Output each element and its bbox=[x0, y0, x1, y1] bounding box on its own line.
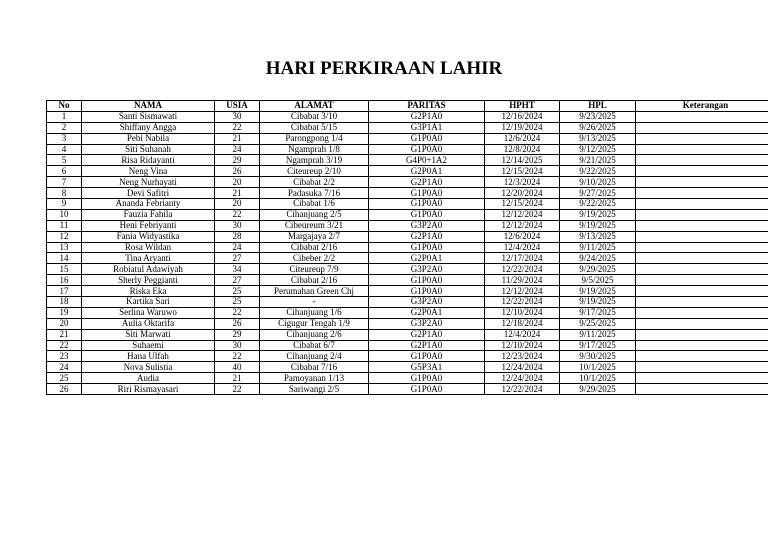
cell-hpht: 12/22/2024 bbox=[485, 297, 560, 308]
cell-keterangan bbox=[636, 155, 768, 166]
cell-no: 12 bbox=[47, 231, 82, 242]
cell-keterangan bbox=[636, 275, 768, 286]
cell-usia: 26 bbox=[215, 318, 260, 329]
cell-no: 5 bbox=[47, 155, 82, 166]
table-row bbox=[47, 307, 768, 318]
cell-no: 14 bbox=[47, 253, 82, 264]
table-row bbox=[47, 275, 768, 286]
cell-alamat: Pamoyanan 1/13 bbox=[260, 373, 369, 384]
table-row bbox=[47, 111, 768, 122]
cell-hpl: 9/17/2025 bbox=[560, 340, 636, 351]
cell-keterangan bbox=[636, 111, 768, 122]
cell-hpht: 12/16/2024 bbox=[485, 111, 560, 122]
cell-hpht: 12/22/2024 bbox=[485, 264, 560, 275]
cell-nama: Riska Eka bbox=[82, 286, 215, 297]
cell-alamat: Parongpong 1/4 bbox=[260, 133, 369, 144]
cell-paritas: G1P0A0 bbox=[369, 133, 485, 144]
cell-no: 23 bbox=[47, 351, 82, 362]
cell-usia: 34 bbox=[215, 264, 260, 275]
cell-no: 18 bbox=[47, 297, 82, 308]
cell-paritas: G2P1A0 bbox=[369, 111, 485, 122]
cell-keterangan bbox=[636, 329, 768, 340]
cell-hpht: 12/10/2024 bbox=[485, 307, 560, 318]
cell-usia: 22 bbox=[215, 307, 260, 318]
table-row bbox=[47, 166, 768, 177]
table-header-row bbox=[47, 101, 768, 112]
cell-usia: 22 bbox=[215, 384, 260, 395]
cell-nama: Rosa Wildan bbox=[82, 242, 215, 253]
cell-no: 22 bbox=[47, 340, 82, 351]
cell-keterangan bbox=[636, 384, 768, 395]
table-row bbox=[47, 384, 768, 395]
cell-no: 20 bbox=[47, 318, 82, 329]
cell-keterangan bbox=[636, 307, 768, 318]
cell-nama: Kartika Sari bbox=[82, 297, 215, 308]
table-row bbox=[47, 122, 768, 133]
cell-hpl: 9/27/2025 bbox=[560, 188, 636, 199]
cell-nama: Shiffany Angga bbox=[82, 122, 215, 133]
cell-usia: 40 bbox=[215, 362, 260, 373]
column-header-nama: NAMA bbox=[82, 101, 215, 112]
cell-keterangan bbox=[636, 340, 768, 351]
cell-no: 1 bbox=[47, 111, 82, 122]
cell-no: 11 bbox=[47, 220, 82, 231]
cell-no: 13 bbox=[47, 242, 82, 253]
cell-usia: 27 bbox=[215, 253, 260, 264]
cell-usia: 30 bbox=[215, 220, 260, 231]
cell-keterangan bbox=[636, 297, 768, 308]
cell-paritas: G1P0A0 bbox=[369, 384, 485, 395]
cell-hpht: 12/12/2024 bbox=[485, 220, 560, 231]
cell-usia: 28 bbox=[215, 231, 260, 242]
cell-hpht: 12/23/2024 bbox=[485, 351, 560, 362]
cell-hpl: 9/19/2025 bbox=[560, 220, 636, 231]
cell-alamat: Ngamprah 1/8 bbox=[260, 144, 369, 155]
cell-hpl: 9/13/2025 bbox=[560, 133, 636, 144]
cell-paritas: G1P0A0 bbox=[369, 188, 485, 199]
cell-alamat: Cihanjuang 2/6 bbox=[260, 329, 369, 340]
cell-no: 25 bbox=[47, 373, 82, 384]
cell-usia: 25 bbox=[215, 297, 260, 308]
cell-alamat: Citeureup 7/9 bbox=[260, 264, 369, 275]
cell-no: 4 bbox=[47, 144, 82, 155]
cell-keterangan bbox=[636, 209, 768, 220]
cell-no: 26 bbox=[47, 384, 82, 395]
cell-hpl: 9/10/2025 bbox=[560, 177, 636, 188]
cell-alamat: Cihanjuang 2/4 bbox=[260, 351, 369, 362]
cell-nama: Riri Rismayasari bbox=[82, 384, 215, 395]
cell-usia: 21 bbox=[215, 133, 260, 144]
cell-keterangan bbox=[636, 231, 768, 242]
cell-hpl: 9/19/2025 bbox=[560, 297, 636, 308]
cell-hpl: 9/29/2025 bbox=[560, 264, 636, 275]
cell-paritas: G3P2A0 bbox=[369, 220, 485, 231]
table-row bbox=[47, 351, 768, 362]
cell-keterangan bbox=[636, 144, 768, 155]
cell-hpl: 9/11/2025 bbox=[560, 329, 636, 340]
table-row bbox=[47, 362, 768, 373]
cell-keterangan bbox=[636, 264, 768, 275]
cell-alamat: Cibabat 2/2 bbox=[260, 177, 369, 188]
cell-usia: 27 bbox=[215, 275, 260, 286]
cell-alamat: Cihanjuang 2/5 bbox=[260, 209, 369, 220]
cell-hpl: 9/26/2025 bbox=[560, 122, 636, 133]
cell-hpht: 12/12/2024 bbox=[485, 286, 560, 297]
cell-paritas: G1P0A0 bbox=[369, 242, 485, 253]
cell-alamat: Citeureup 2/10 bbox=[260, 166, 369, 177]
cell-hpl: 9/5/2025 bbox=[560, 275, 636, 286]
cell-nama: Risa Ridayanti bbox=[82, 155, 215, 166]
cell-hpl: 9/12/2025 bbox=[560, 144, 636, 155]
cell-nama: Pebi Nabila bbox=[82, 133, 215, 144]
birth-estimate-table bbox=[46, 100, 768, 395]
cell-keterangan bbox=[636, 177, 768, 188]
cell-keterangan bbox=[636, 133, 768, 144]
cell-hpht: 12/22/2024 bbox=[485, 384, 560, 395]
cell-nama: Suhaemi bbox=[82, 340, 215, 351]
table-row bbox=[47, 133, 768, 144]
cell-no: 9 bbox=[47, 199, 82, 210]
table-row bbox=[47, 373, 768, 384]
cell-hpl: 9/11/2025 bbox=[560, 242, 636, 253]
cell-nama: Ananda Febrianty bbox=[82, 199, 215, 210]
table-row bbox=[47, 220, 768, 231]
column-header-alamat: ALAMAT bbox=[260, 101, 369, 112]
table-row bbox=[47, 340, 768, 351]
cell-nama: Sherly Peggianti bbox=[82, 275, 215, 286]
cell-hpht: 12/17/2024 bbox=[485, 253, 560, 264]
cell-no: 24 bbox=[47, 362, 82, 373]
cell-hpl: 9/21/2025 bbox=[560, 155, 636, 166]
cell-hpht: 12/3/2024 bbox=[485, 177, 560, 188]
cell-keterangan bbox=[636, 373, 768, 384]
cell-hpht: 12/20/2024 bbox=[485, 188, 560, 199]
table-row bbox=[47, 329, 768, 340]
page-title: HARI PERKIRAAN LAHIR bbox=[265, 58, 503, 79]
cell-usia: 22 bbox=[215, 122, 260, 133]
cell-alamat: Cigugur Tengah 1/9 bbox=[260, 318, 369, 329]
cell-paritas: G3P2A0 bbox=[369, 264, 485, 275]
table-row bbox=[47, 209, 768, 220]
cell-hpht: 12/18/2024 bbox=[485, 318, 560, 329]
cell-no: 7 bbox=[47, 177, 82, 188]
cell-hpl: 9/22/2025 bbox=[560, 199, 636, 210]
cell-alamat: Cibabat 2/16 bbox=[260, 242, 369, 253]
table-row bbox=[47, 253, 768, 264]
cell-alamat: Cihanjuang 1/6 bbox=[260, 307, 369, 318]
cell-nama: Robiatul Adawiyah bbox=[82, 264, 215, 275]
cell-hpht: 12/12/2024 bbox=[485, 209, 560, 220]
cell-hpl: 9/19/2025 bbox=[560, 286, 636, 297]
column-header-keterangan: Keterangan bbox=[636, 101, 768, 112]
cell-keterangan bbox=[636, 351, 768, 362]
cell-no: 8 bbox=[47, 188, 82, 199]
table-body bbox=[47, 111, 768, 394]
table-row bbox=[47, 242, 768, 253]
cell-hpht: 12/10/2024 bbox=[485, 340, 560, 351]
cell-alamat: Padasuka 7/16 bbox=[260, 188, 369, 199]
cell-hpht: 12/24/2024 bbox=[485, 362, 560, 373]
cell-keterangan bbox=[636, 199, 768, 210]
cell-keterangan bbox=[636, 220, 768, 231]
cell-hpht: 12/15/2024 bbox=[485, 166, 560, 177]
cell-nama: Nova Sulistia bbox=[82, 362, 215, 373]
cell-paritas: G5P3A1 bbox=[369, 362, 485, 373]
cell-usia: 22 bbox=[215, 209, 260, 220]
cell-nama: Fania Widyastika bbox=[82, 231, 215, 242]
cell-keterangan bbox=[636, 318, 768, 329]
cell-usia: 24 bbox=[215, 242, 260, 253]
cell-no: 15 bbox=[47, 264, 82, 275]
cell-nama: Neng Vina bbox=[82, 166, 215, 177]
column-header-usia: USIA bbox=[215, 101, 260, 112]
cell-no: 17 bbox=[47, 286, 82, 297]
cell-usia: 26 bbox=[215, 166, 260, 177]
cell-keterangan bbox=[636, 188, 768, 199]
cell-alamat: Cibabat 2/16 bbox=[260, 275, 369, 286]
cell-usia: 29 bbox=[215, 155, 260, 166]
cell-keterangan bbox=[636, 286, 768, 297]
cell-paritas: G2P0A1 bbox=[369, 307, 485, 318]
cell-keterangan bbox=[636, 362, 768, 373]
cell-nama: Santi Sismawati bbox=[82, 111, 215, 122]
table-row bbox=[47, 297, 768, 308]
column-header-hpht: HPHT bbox=[485, 101, 560, 112]
cell-hpht: 12/8/2024 bbox=[485, 144, 560, 155]
cell-alamat: Perumahan Green Chj bbox=[260, 286, 369, 297]
table-row bbox=[47, 264, 768, 275]
cell-usia: 29 bbox=[215, 329, 260, 340]
cell-no: 6 bbox=[47, 166, 82, 177]
cell-hpl: 9/29/2025 bbox=[560, 384, 636, 395]
cell-alamat: Cibabat 7/16 bbox=[260, 362, 369, 373]
cell-hpht: 12/4/2024 bbox=[485, 329, 560, 340]
table-row bbox=[47, 318, 768, 329]
cell-hpl: 9/23/2025 bbox=[560, 111, 636, 122]
cell-hpht: 12/24/2024 bbox=[485, 373, 560, 384]
cell-usia: 30 bbox=[215, 111, 260, 122]
cell-usia: 20 bbox=[215, 199, 260, 210]
cell-alamat: Cibabat 5/15 bbox=[260, 122, 369, 133]
cell-alamat: Ngamprah 3/19 bbox=[260, 155, 369, 166]
cell-nama: Neng Nurhayati bbox=[82, 177, 215, 188]
cell-hpht: 12/6/2024 bbox=[485, 133, 560, 144]
cell-paritas: G1P0A0 bbox=[369, 286, 485, 297]
cell-nama: Siti Suhanah bbox=[82, 144, 215, 155]
cell-alamat: Cibabat 1/6 bbox=[260, 199, 369, 210]
cell-hpl: 9/25/2025 bbox=[560, 318, 636, 329]
cell-nama: Serlina Waruwo bbox=[82, 307, 215, 318]
cell-hpl: 10/1/2025 bbox=[560, 373, 636, 384]
cell-paritas: G2P1A0 bbox=[369, 231, 485, 242]
table-row bbox=[47, 286, 768, 297]
cell-alamat: Sariwangi 2/5 bbox=[260, 384, 369, 395]
cell-usia: 24 bbox=[215, 144, 260, 155]
cell-alamat: - bbox=[260, 297, 369, 308]
cell-paritas: G3P2A0 bbox=[369, 297, 485, 308]
cell-keterangan bbox=[636, 242, 768, 253]
cell-paritas: G3P1A1 bbox=[369, 122, 485, 133]
cell-hpl: 9/17/2025 bbox=[560, 307, 636, 318]
table-row bbox=[47, 199, 768, 210]
table-row bbox=[47, 231, 768, 242]
cell-no: 2 bbox=[47, 122, 82, 133]
cell-nama: Hana Ulfah bbox=[82, 351, 215, 362]
column-header-no: No bbox=[47, 101, 82, 112]
cell-hpht: 12/19/2024 bbox=[485, 122, 560, 133]
cell-alamat: Cibeber 2/2 bbox=[260, 253, 369, 264]
cell-paritas: G2P1A0 bbox=[369, 329, 485, 340]
cell-nama: Tina Aryanti bbox=[82, 253, 215, 264]
cell-nama: Fauzia Fahila bbox=[82, 209, 215, 220]
cell-keterangan bbox=[636, 166, 768, 177]
cell-paritas: G1P0A0 bbox=[369, 351, 485, 362]
cell-usia: 30 bbox=[215, 340, 260, 351]
cell-alamat: Cibabat 6/7 bbox=[260, 340, 369, 351]
cell-no: 10 bbox=[47, 209, 82, 220]
cell-paritas: G3P2A0 bbox=[369, 318, 485, 329]
cell-hpht: 12/4/2024 bbox=[485, 242, 560, 253]
cell-hpht: 12/6/2024 bbox=[485, 231, 560, 242]
cell-usia: 25 bbox=[215, 286, 260, 297]
table-row bbox=[47, 177, 768, 188]
cell-alamat: Margajaya 2/7 bbox=[260, 231, 369, 242]
cell-paritas: G1P0A0 bbox=[369, 373, 485, 384]
cell-nama: Siti Marwati bbox=[82, 329, 215, 340]
cell-no: 16 bbox=[47, 275, 82, 286]
cell-nama: Aulia Oktarifa bbox=[82, 318, 215, 329]
cell-nama: Heni Febriyanti bbox=[82, 220, 215, 231]
cell-no: 3 bbox=[47, 133, 82, 144]
cell-hpl: 10/1/2025 bbox=[560, 362, 636, 373]
table-row bbox=[47, 155, 768, 166]
cell-nama: Devi Safitri bbox=[82, 188, 215, 199]
cell-usia: 21 bbox=[215, 188, 260, 199]
cell-usia: 20 bbox=[215, 177, 260, 188]
table-row bbox=[47, 144, 768, 155]
cell-paritas: G1P0A0 bbox=[369, 144, 485, 155]
cell-keterangan bbox=[636, 253, 768, 264]
cell-hpl: 9/22/2025 bbox=[560, 166, 636, 177]
cell-hpht: 12/15/2024 bbox=[485, 199, 560, 210]
cell-paritas: G1P0A0 bbox=[369, 209, 485, 220]
cell-paritas: G2P0A1 bbox=[369, 253, 485, 264]
cell-paritas: G2P1A0 bbox=[369, 177, 485, 188]
cell-hpl: 9/24/2025 bbox=[560, 253, 636, 264]
column-header-paritas: PARITAS bbox=[369, 101, 485, 112]
cell-hpht: 12/14/2025 bbox=[485, 155, 560, 166]
cell-usia: 21 bbox=[215, 373, 260, 384]
cell-no: 21 bbox=[47, 329, 82, 340]
cell-usia: 22 bbox=[215, 351, 260, 362]
cell-alamat: Cibabat 3/10 bbox=[260, 111, 369, 122]
cell-no: 19 bbox=[47, 307, 82, 318]
cell-hpl: 9/30/2025 bbox=[560, 351, 636, 362]
cell-nama: Audia bbox=[82, 373, 215, 384]
cell-paritas: G2P0A1 bbox=[369, 166, 485, 177]
column-header-hpl: HPL bbox=[560, 101, 636, 112]
cell-hpht: 11/29/2024 bbox=[485, 275, 560, 286]
cell-alamat: Cibeureum 3/21 bbox=[260, 220, 369, 231]
cell-keterangan bbox=[636, 122, 768, 133]
cell-paritas: G1P0A0 bbox=[369, 199, 485, 210]
table-row bbox=[47, 188, 768, 199]
cell-hpl: 9/13/2025 bbox=[560, 231, 636, 242]
cell-hpl: 9/19/2025 bbox=[560, 209, 636, 220]
cell-paritas: G2P1A0 bbox=[369, 340, 485, 351]
cell-paritas: G1P0A0 bbox=[369, 275, 485, 286]
cell-paritas: G4P0+1A2 bbox=[369, 155, 485, 166]
